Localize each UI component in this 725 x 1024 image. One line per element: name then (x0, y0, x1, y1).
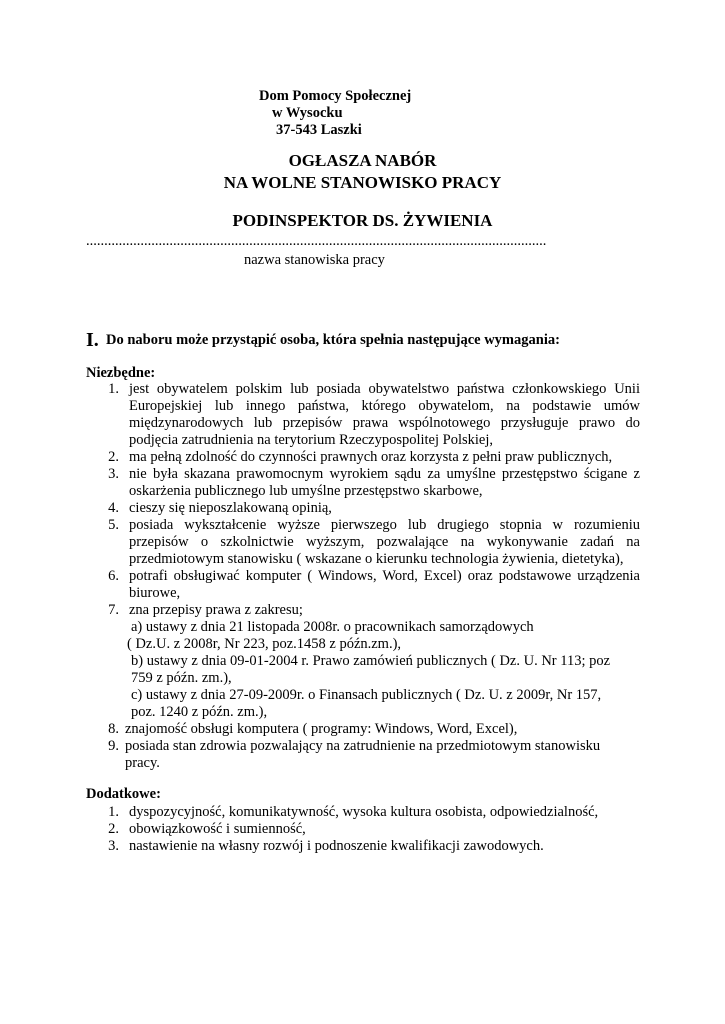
law-item-b-line-1: b) ustawy z dnia 09-01-2004 r. Prawo zamówień publicznych ( Dz. U. Nr 113; poz (131, 653, 611, 669)
org-town: w Wysocku (272, 105, 343, 121)
required-item-9-line-1: posiada stan zdrowia pozwalający na zatrudnienie na przedmiotowym stanowisku (125, 738, 601, 754)
additional-heading: Dodatkowe: (86, 786, 161, 802)
additional-item-1: dyspozycyjność, komunikatywność, wysoka kultura osobista, odpowiedzialność, (129, 804, 599, 820)
required-item-6-line-2: biurowe, (129, 585, 181, 601)
required-item-4: cieszy się nieposzlakowaną opinią, (129, 500, 332, 516)
list-number: 4. (108, 500, 119, 516)
additional-item-3: nastawienie na własny rozwój i podnoszenie kwalifikacji zawodowych. (129, 838, 544, 854)
list-number: 2. (108, 449, 119, 465)
required-item-5-line-1: posiada wykształcenie wyższe pierwszego lub drugiego stopnia w rozumieniu (129, 517, 640, 533)
list-number: 5. (108, 517, 119, 533)
list-number: 9. (108, 738, 119, 754)
required-item-1-line-4: podjęcia zatrudnienia na terytorium Rzeczypospolitej Polskiej, (129, 432, 494, 448)
list-number: 6. (108, 568, 119, 584)
position-caption: nazwa stanowiska pracy (244, 252, 385, 268)
required-item-5-line-3: przedmiotowym stanowisku ( wskazane o kierunku technologia żywienia, dietetyka), (129, 551, 624, 567)
list-number: 3. (108, 466, 119, 482)
section-roman-numeral: I. (86, 329, 99, 351)
required-item-9-line-2: pracy. (125, 755, 160, 771)
required-item-5-line-2: przepisów o szkolnictwie wyższym, pozwalające na wykonywanie zadań na (129, 534, 640, 550)
additional-item-2: obowiązkowość i sumienność, (129, 821, 306, 837)
required-item-2: ma pełną zdolność do czynności prawnych oraz korzysta z pełni praw publicznych, (129, 449, 613, 465)
dotted-line: ............................................................................................................................... (86, 233, 547, 249)
required-item-8: znajomość obsługi komputera ( programy: Windows, Word, Excel), (125, 721, 518, 737)
list-number: 3. (108, 838, 119, 854)
required-item-1-line-1: jest obywatelem polskim lub posiada obywatelstwo państwa członkowskiego Unii (129, 381, 640, 397)
law-item-c-line-1: c) ustawy z dnia 27-09-2009r. o Finansach publicznych ( Dz. U. z 2009r, Nr 157, (131, 687, 602, 703)
required-item-3-line-1: nie była skazana prawomocnym wyrokiem sądu za umyślne przestępstwo ścigane z (129, 466, 640, 482)
required-item-6-line-1: potrafi obsługiwać komputer ( Windows, Word, Excel) oraz podstawowe urządzenia (129, 568, 640, 584)
required-item-7: zna przepisy prawa z zakresu; (129, 602, 303, 618)
required-heading: Niezbędne: (86, 365, 156, 381)
list-number: 7. (108, 602, 119, 618)
announcement-subtitle: NA WOLNE STANOWISKO PRACY (223, 173, 502, 192)
org-name: Dom Pomocy Społecznej (259, 88, 412, 104)
announcement-title: OGŁASZA NABÓR (288, 151, 437, 170)
section-heading: Do naboru może przystąpić osoba, która spełnia następujące wymagania: (106, 332, 560, 348)
law-item-b-line-2: 759 z późn. zm.), (131, 670, 232, 686)
law-item-a-line-2: ( Dz.U. z 2008r, Nr 223, poz.1458 z późn.zm.), (127, 636, 402, 652)
list-number: 2. (108, 821, 119, 837)
required-item-1-line-3: międzynarodowych lub przepisów prawa wspólnotowego przysługuje prawo do (129, 415, 640, 431)
law-item-a-line-1: a) ustawy z dnia 21 listopada 2008r. o pracownikach samorządowych (131, 619, 534, 635)
position-title: PODINSPEKTOR DS. ŻYWIENIA (232, 211, 493, 230)
list-number: 1. (108, 804, 119, 820)
org-address: 37-543 Laszki (276, 122, 362, 138)
law-item-c-line-2: poz. 1240 z późn. zm.), (131, 704, 268, 720)
list-number: 8. (108, 721, 119, 737)
required-item-3-line-2: oskarżenia publicznego lub umyślne przestępstwo skarbowe, (129, 483, 483, 499)
list-number: 1. (108, 381, 119, 397)
required-item-1-line-2: Europejskiej lub innego państwa, którego obywatelom, na podstawie umów (129, 398, 640, 414)
